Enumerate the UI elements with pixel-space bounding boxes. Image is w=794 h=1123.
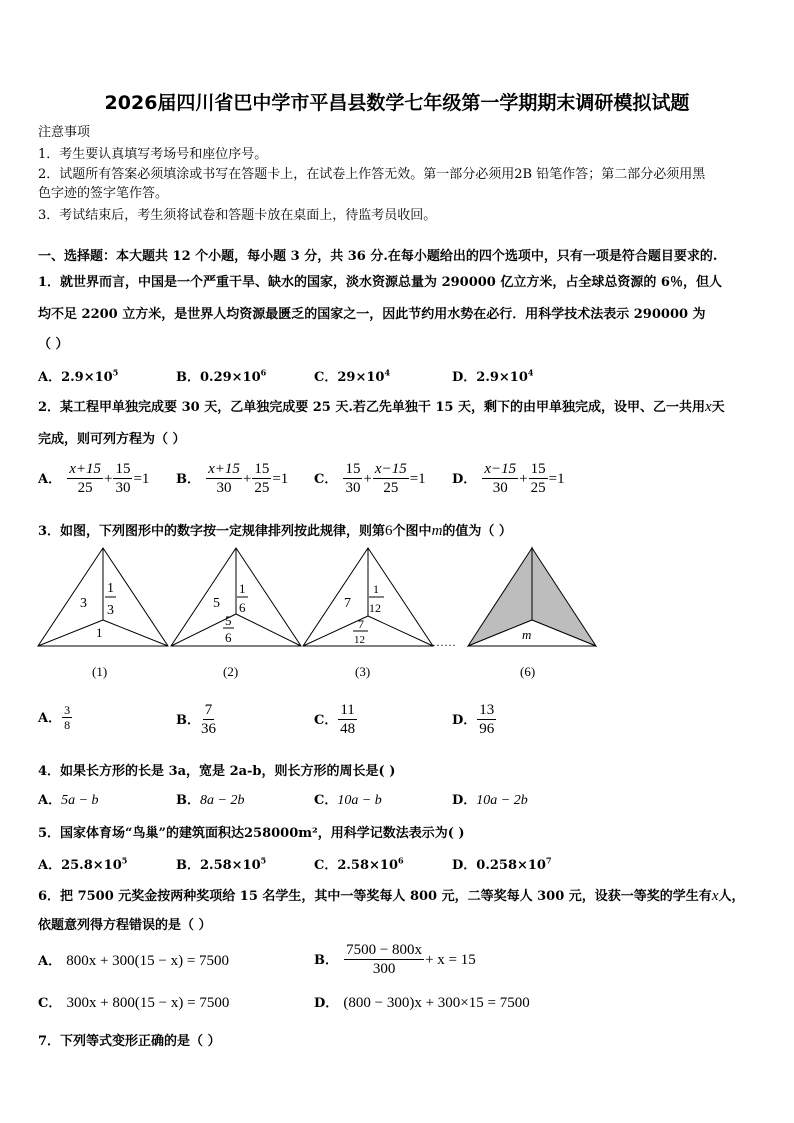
q5-option-d[interactable]: D．$0.258\times 10^7$ [452,855,552,873]
q3-option-b[interactable]: B． $\frac{7}{36}$ [176,702,216,737]
fig3-left: 7 [344,596,351,611]
fig3-caption: (3) [355,664,371,679]
fig2-bottom-d: 6 [225,630,232,645]
q3-stem: 3．如图，下列图形中的数字按一定规律排列按此规律，则第6个图中m的值为（ ） [38,523,512,539]
q4-option-b[interactable]: B．8a − 2b [176,793,245,808]
fig1-bottom: 1 [96,625,103,640]
q3-option-c[interactable]: C． $\frac{11}{48}$ [314,702,356,737]
q6-option-d[interactable]: D． (800 − 300)x + 300×15 = 7500 [314,995,530,1011]
q3-option-d[interactable]: D． $\frac{13}{96}$ [452,702,495,737]
fig2-frac-n: 1 [239,581,246,596]
notice-item-3: 3．考试结束后，考生须将试卷和答题卡放在桌面上，待监考员收回。 [38,208,437,223]
figure-2 [171,548,301,679]
q2-option-a[interactable]: A． $\frac{x+15}{25}$ + $\frac{15}{30}$ =1 [38,461,150,496]
fig6-bottom: m [522,627,532,642]
notice-item-2: 2．试题所有答案必须填涂或书写在答题卡上，在试卷上作答无效。第一部分必须用2B 铅笔作答；第二部分必须用黑 [38,167,706,182]
q2-line1: 2．某工程甲单独完成要 30 天，乙单独完成要 25 天.若乙先单独干 15 天，剩下的由甲单独完成，设甲、乙一共用x天 [38,399,725,415]
fig2-frac-d: 6 [239,600,246,615]
notice-item-1: 1．考生要认真填写考场号和座位序号。 [38,147,268,162]
fig1-frac-n: 1 [107,581,114,596]
fig3-frac-n: 1 [373,582,379,596]
fig1-left: 3 [80,596,87,611]
q7-stem: 7．下列等式变形正确的是（ ） [38,1034,221,1049]
q2-line2: 完成，则可列方程为（ ） [38,432,186,447]
notice-heading: 注意事项 [38,125,91,140]
q1-option-a[interactable]: A．$2.9\times 10^5$ [38,367,119,385]
q1-line2: 均不足 2200 立方米，是世界人均资源最匮乏的国家之一，因此节约用水势在必行．用科学技术法表示 290000 为 [38,307,706,322]
q2-option-d[interactable]: D． $\frac{x-15}{30}$ + $\frac{15}{25}$ =1 [452,461,565,496]
fig1-frac-d: 3 [107,603,114,618]
q1-option-b[interactable]: B．$0.29\times 10^6$ [176,367,267,385]
q5-option-a[interactable]: A．$25.8\times 10^5$ [38,855,128,873]
q6-option-a[interactable]: A． 800x + 300(15 − x) = 7500 [38,953,230,969]
q5-option-b[interactable]: B．$2.58\times 10^5$ [176,855,267,873]
figure-6 [468,548,596,679]
fig3-bottom-d: 12 [354,634,365,646]
fig3-bottom-n: 7 [358,617,364,631]
q6-line2: 依题意列得方程错误的是（ ） [38,918,212,933]
notice-item-2-cont: 色字迹的签字笔作答。 [38,186,169,201]
q4-option-a[interactable]: A．5a − b [38,793,99,808]
q1-option-c[interactable]: C．$29\times 10^4$ [314,367,391,385]
fig1-caption: (1) [92,664,108,679]
figures-ellipsis: …… [432,635,456,649]
q5-option-c[interactable]: C．$2.58\times 10^6$ [314,855,404,873]
page-title: 2026届四川省巴中学市平昌县数学七年级第一学期期末调研模拟试题 [104,92,690,114]
q6-line1: 6．把 7500 元奖金按两种奖项给 15 名学生，其中一等奖每人 800 元，二等奖每人 300 元，设获一等奖的学生有x人， [38,888,745,904]
q2-option-c[interactable]: C． $\frac{15}{30}$ + $\frac{x-15}{25}$ =1 [314,461,426,496]
q1-option-d[interactable]: D．$2.9\times 10^4$ [452,367,534,385]
fig2-left: 5 [213,596,220,611]
q3-option-a[interactable]: A． $\frac{3}{8}$ [38,703,71,732]
q1-paren: （ ） [38,337,69,352]
q4-option-c[interactable]: C．10a − b [314,793,382,808]
fig3-frac-d: 12 [369,601,381,615]
fig6-caption: (6) [520,664,536,679]
q4-option-d[interactable]: D．10a − 2b [452,793,528,808]
figure-1 [38,548,168,679]
q4-stem: 4．如果长方形的长是 3a，宽是 2a-b，则长方形的周长是( ) [38,764,396,779]
section-heading: 一、选择题：本大题共 12 个小题，每小题 3 分，共 36 分.在每小题给出的四个选项中，只有一项是符合题目要求的. [38,249,718,264]
q6-option-c[interactable]: C． 300x + 800(15 − x) = 7500 [38,995,230,1011]
figure-3 [303,548,433,679]
fig2-caption: (2) [223,664,239,679]
q5-stem: 5．国家体育场“鸟巢”的建筑面积达258000m²，用科学记数法表示为( ) [38,826,465,841]
fig2-bottom-n: 5 [225,613,232,628]
q6-option-b[interactable]: B． $\frac{7500 - 800x}{300}$ + x = 15 [314,942,476,977]
q1-line1: 1．就世界而言，中国是一个严重干旱、缺水的国家，淡水资源总量为 290000 亿立方米，占全球总资源的 6％，但人 [38,275,722,290]
q2-option-b[interactable]: B． $\frac{x+15}{30}$ + $\frac{15}{25}$ =1 [176,461,289,496]
q3-figures [0,540,794,690]
